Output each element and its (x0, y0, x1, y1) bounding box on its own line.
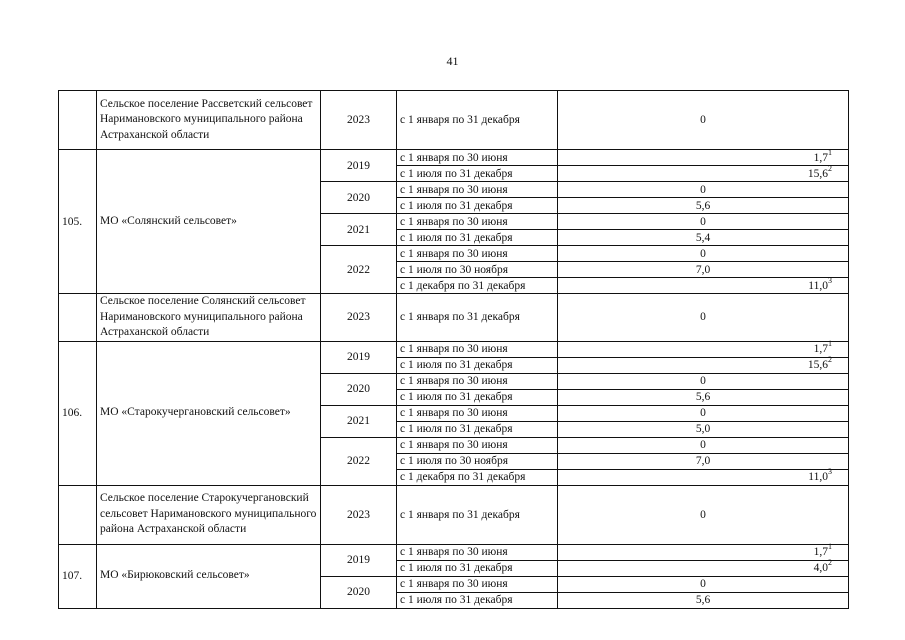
period-cell: с 1 января по 31 декабря (397, 485, 558, 544)
value-cell: 0 (558, 485, 849, 544)
period-cell: с 1 января по 30 июня (397, 437, 558, 453)
municipality-name: МО «Солянский сельсовет» (97, 150, 321, 294)
row-number (59, 294, 97, 342)
value-cell: 0 (558, 576, 849, 592)
value-cell: 15,6$^2$ (558, 357, 849, 373)
footnote-mark: 1 (828, 339, 832, 349)
year-cell: 2023 (321, 485, 397, 544)
footnote-mark: 3 (828, 467, 832, 477)
municipality-name: МО «Бирюковский сельсовет» (97, 544, 321, 608)
period-cell: с 1 июля по 30 ноября (397, 262, 558, 278)
value-cell: 7,0 (558, 262, 849, 278)
value-cell: 11,0$^3$ (558, 469, 849, 485)
value-cell: 0 (558, 373, 849, 389)
period-cell: с 1 июля по 31 декабря (397, 560, 558, 576)
year-cell: 2019 (321, 341, 397, 373)
value-cell: 0 (558, 214, 849, 230)
period-cell: с 1 января по 31 декабря (397, 294, 558, 342)
year-cell: 2020 (321, 373, 397, 405)
row-number (59, 485, 97, 544)
value-cell: 0 (558, 246, 849, 262)
year-cell: 2020 (321, 182, 397, 214)
period-cell: с 1 января по 30 июня (397, 246, 558, 262)
municipality-name: МО «Старокучергановский сельсовет» (97, 341, 321, 485)
period-cell: с 1 января по 30 июня (397, 341, 558, 357)
value-cell: 5,6 (558, 592, 849, 608)
period-cell: с 1 июля по 31 декабря (397, 389, 558, 405)
year-cell: 2019 (321, 150, 397, 182)
table-row (59, 150, 849, 166)
table-row (59, 544, 849, 560)
value-cell: 5,6 (558, 389, 849, 405)
year-cell: 2021 (321, 214, 397, 246)
period-cell: с 1 января по 30 июня (397, 150, 558, 166)
period-cell: с 1 июля по 31 декабря (397, 592, 558, 608)
page-number: 41 (446, 54, 459, 68)
period-cell: с 1 декабря по 31 декабря (397, 278, 558, 294)
table-row (59, 294, 849, 342)
year-cell: 2023 (321, 294, 397, 342)
period-cell: с 1 июля по 31 декабря (397, 166, 558, 182)
year-cell: 2020 (321, 576, 397, 608)
year-cell: 2022 (321, 246, 397, 294)
value-cell: 11,0$^3$ (558, 278, 849, 294)
row-number: 107. (59, 544, 97, 608)
year-cell: 2023 (321, 91, 397, 150)
value-cell: 0 (558, 405, 849, 421)
footnote-mark: 3 (828, 275, 832, 285)
footnote-mark: 2 (828, 355, 832, 365)
period-cell: с 1 января по 30 июня (397, 373, 558, 389)
period-cell: с 1 декабря по 31 декабря (397, 469, 558, 485)
period-cell: с 1 января по 30 июня (397, 544, 558, 560)
footnote-mark: 2 (828, 163, 832, 173)
table-row (59, 341, 849, 357)
settlement-name: Сельское поселение Старокучергановский сельсовет Наримановского муниципального района Астраханской области (97, 485, 321, 544)
value-cell: $1,7^1$ (558, 341, 849, 357)
value-cell: $1,7^1$ (558, 544, 849, 560)
value-cell: $4,0^2$ (558, 560, 849, 576)
value-cell: 7,0 (558, 453, 849, 469)
value-cell: 5,4 (558, 230, 849, 246)
table-row (59, 91, 849, 150)
period-cell: с 1 января по 31 декабря (397, 91, 558, 150)
year-cell: 2019 (321, 544, 397, 576)
table-row (59, 485, 849, 544)
period-cell: с 1 января по 30 июня (397, 214, 558, 230)
footnote-mark: 1 (828, 147, 832, 157)
settlement-name: Сельское поселение Солянский сельсовет Наримановского муниципального района Астраханской области (97, 294, 321, 342)
value-cell: 15,6$^2$ (558, 166, 849, 182)
period-cell: с 1 января по 30 июня (397, 405, 558, 421)
value-cell: 0 (558, 91, 849, 150)
footnote-mark: 2 (828, 558, 832, 568)
year-cell: 2021 (321, 405, 397, 437)
value-cell: 5,0 (558, 421, 849, 437)
value-cell: $1,7^1$ (558, 150, 849, 166)
row-number (59, 91, 97, 150)
value-cell: 5,6 (558, 198, 849, 214)
settlement-name: Сельское поселение Рассветский сельсовет Наримановского муниципального района Астраханской области (97, 91, 321, 150)
footnote-mark: 1 (828, 542, 832, 552)
row-number: 106. (59, 341, 97, 485)
value-cell: 0 (558, 437, 849, 453)
period-cell: с 1 июля по 31 декабря (397, 198, 558, 214)
period-cell: с 1 января по 30 июня (397, 182, 558, 198)
value-cell: 0 (558, 294, 849, 342)
period-cell: с 1 января по 30 июня (397, 576, 558, 592)
period-cell: с 1 июля по 31 декабря (397, 230, 558, 246)
period-cell: с 1 июля по 31 декабря (397, 421, 558, 437)
value-cell: 0 (558, 182, 849, 198)
period-cell: с 1 июля по 30 ноября (397, 453, 558, 469)
tariff-table (58, 90, 849, 609)
row-number: 105. (59, 150, 97, 294)
period-cell: с 1 июля по 31 декабря (397, 357, 558, 373)
year-cell: 2022 (321, 437, 397, 485)
